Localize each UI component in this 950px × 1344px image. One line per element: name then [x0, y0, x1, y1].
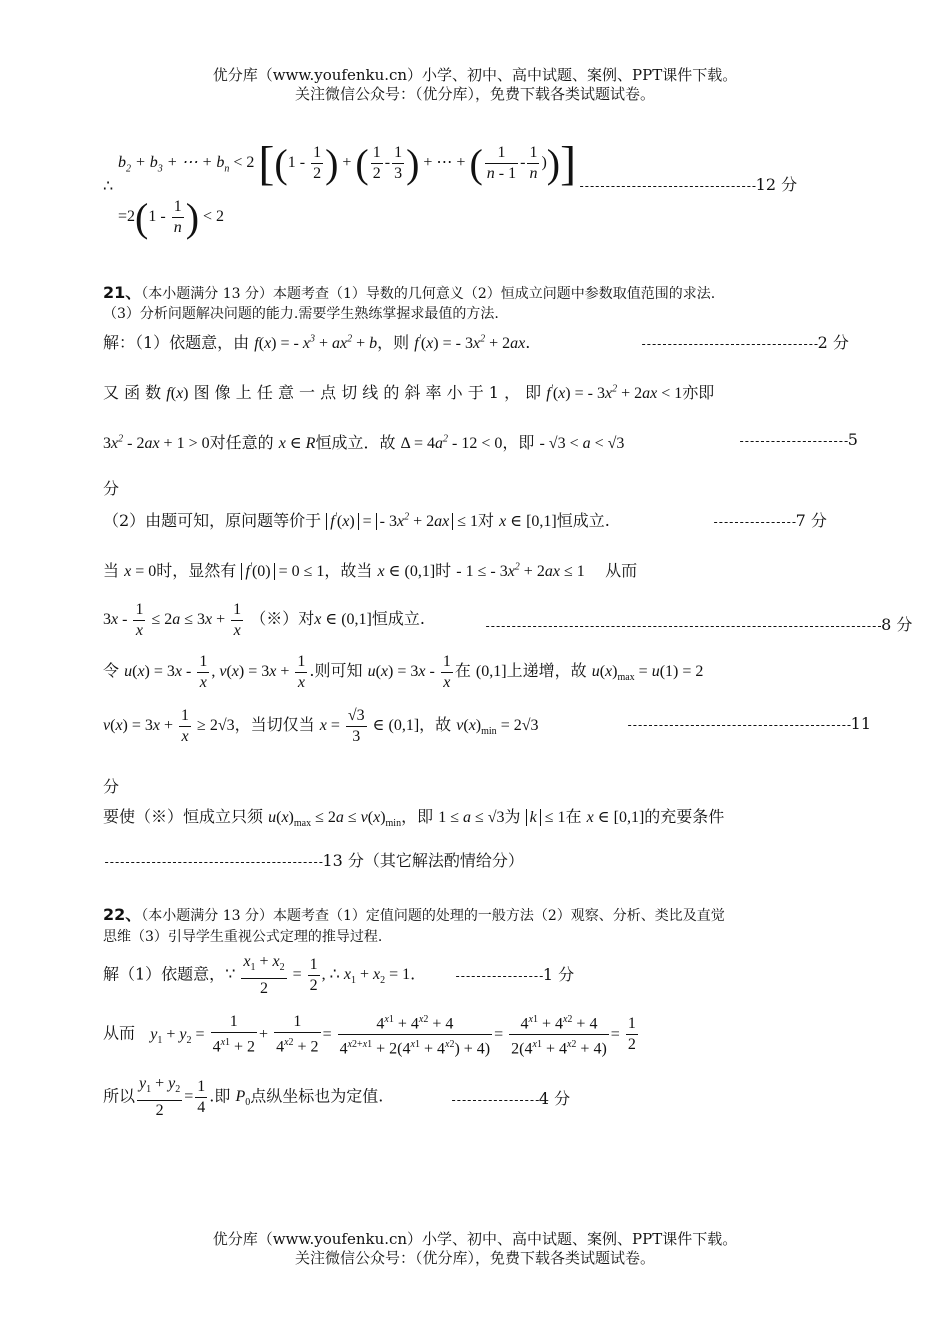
score-5-unit: 分: [103, 479, 120, 498]
q21-step-9: 要使（※）恒成立只须 $u(x)_{max} \le 2a \le v(x)_{min}$，即 1 ≤ a ≤ √3为 k ≤ 1在 x ∈ [0,1]的充要条件: [103, 807, 725, 830]
score-11-unit: 分: [103, 777, 120, 796]
sum-bound: =2(1 - $\frac{1}{n}$ ) < 2: [118, 195, 225, 240]
header-line-2: 关注微信公众号：（优分库），免费下载各类试题试卷。: [294, 85, 655, 103]
q21-step-6: 3x - $\frac{1}{x}$ ≤ 2a ≤ 3x + $\frac{1}{x}$ （※）对x ∈ (0,1]恒成立.: [103, 601, 425, 639]
q21-step-5: 当 x = 0时，显然有 f'(0) = 0 ≤ 1，故当 x ∈ (0,1]时 - 1 ≤ - $3x^2 + 2ax \le 1$ 从而: [103, 561, 638, 580]
score-13: ------------------------------------------13 分（其它解法酌情给分）: [103, 851, 524, 870]
q22-step-2: 从而 $y_1 + y_2$ = $\frac{1}{4^{x1} + 2}$ + $\frac{1}{4^{x2} + 2}$ = $\frac{4^{x1} + 4^{x2} + 4}{4^{x2+x1} + 2(4^{x1} + 4^{x2}) + 4)}$ = $\frac{4^{x1} + 4^{x2} + 4}{2(4^{x1} + 4^{x2} + 4)}$ = $\frac{1}{2}$: [103, 1010, 640, 1060]
footer-line-2: 关注微信公众号：（优分库），免费下载各类试题试卷。: [294, 1249, 655, 1267]
q21-step-3: $3x^2 - 2ax + 1 > 0$对任意的 x ∈ R恒成立．故 $\Delta = 4a^2 - 12 < 0$，即 - √3 < a < √3: [103, 433, 625, 452]
score-2: ----------------------------------2 分: [640, 333, 849, 352]
footer-line-1: 优分库（www.youfenku.cn）小学、初中、高中试题、案例、PPT课件下载。: [212, 1230, 738, 1248]
q22-step-1: 解（1）依题意，∵ $\frac{x_1 + x_2}{2}$ = $\frac{1}{2}$ , ∴ $x_1 + x_2 = 1$.: [103, 953, 416, 998]
q21-intro: 21、（本小题满分 13 分）本题考查（1）导数的几何意义（2）恒成立问题中参数取值范围的求法.: [103, 283, 716, 302]
q21-step-1: 解：（1）依题意，由 f(x) = - $x^3 + ax^2 + b$，则 f'(x) = - $3x^2 + 2ax$.: [103, 333, 531, 352]
q22-step-3: 所以 $\frac{y_1 + y_2}{2}$ = $\frac{1}{4}$ .即 $P_0$点纵坐标也为定值.: [103, 1075, 384, 1120]
q22-intro: 22、（本小题满分 13 分）本题考查（1）定值问题的处理的一般方法（2）观察、分析、类比及直觉: [103, 905, 725, 924]
sum-inequality: $b_2 + b_3$ + ⋯ + $b_n < 2$ [(1 - $\frac{1}{2}$ ) + ( $\frac{1}{2}$ - $\frac{1}{3}$ ) + ⋯ + ( $\frac{1}{n - 1}$ - $\frac{1}{n}$ ))]: [118, 137, 577, 190]
q21-step-8: v(x) = 3x + $\frac{1}{x}$ ≥ 2√3，当切仅当 x = $\frac{√3}{3}$ ∈ (0,1]，故 $v(x)_{min} = 2√3$: [103, 707, 539, 745]
q22-intro-2: 思维（3）引导学生重视公式定理的推导过程.: [103, 929, 383, 945]
score-8: ----------------------------------------------------------------------------8 分: [484, 615, 913, 634]
therefore-symbol: ∴: [103, 176, 114, 195]
score-1: -----------------1 分: [454, 965, 575, 984]
q21-step-2: 又 函 数 f(x) 图 像 上 任 意 一 点 切 线 的 斜 率 小 于 1 ， 即 f'(x) = - $3x^2 + 2ax < 1$亦即: [103, 383, 715, 402]
q21-step-7: 令 u(x) = 3x - $\frac{1}{x}$ , v(x) = 3x + $\frac{1}{x}$ .则可知 u(x) = 3x - $\frac{1}{x}$ 在 (0,1]上递增，故 $u(x)_{max} = u(1) = 2$: [103, 653, 704, 691]
page-header: [0, 66, 950, 104]
page-footer: [0, 1230, 950, 1268]
score-5: ---------------------5: [738, 430, 858, 449]
score-11: -------------------------------------------11: [626, 714, 872, 733]
q21-intro-2: （3）分析问题解决问题的能力.需要学生熟练掌握求最值的方法.: [103, 306, 499, 322]
score-7: ----------------7 分: [712, 511, 827, 530]
q21-step-4: （2）由题可知，原问题等价于 f'(x) = - $3x^2 + 2ax \le 1$对 x ∈ [0,1]恒成立.: [103, 511, 610, 530]
score-12: ----------------------------------12 分: [578, 175, 798, 194]
header-line-1: 优分库（www.youfenku.cn）小学、初中、高中试题、案例、PPT课件下载。: [212, 66, 738, 84]
score-4: -----------------4 分: [450, 1089, 571, 1108]
